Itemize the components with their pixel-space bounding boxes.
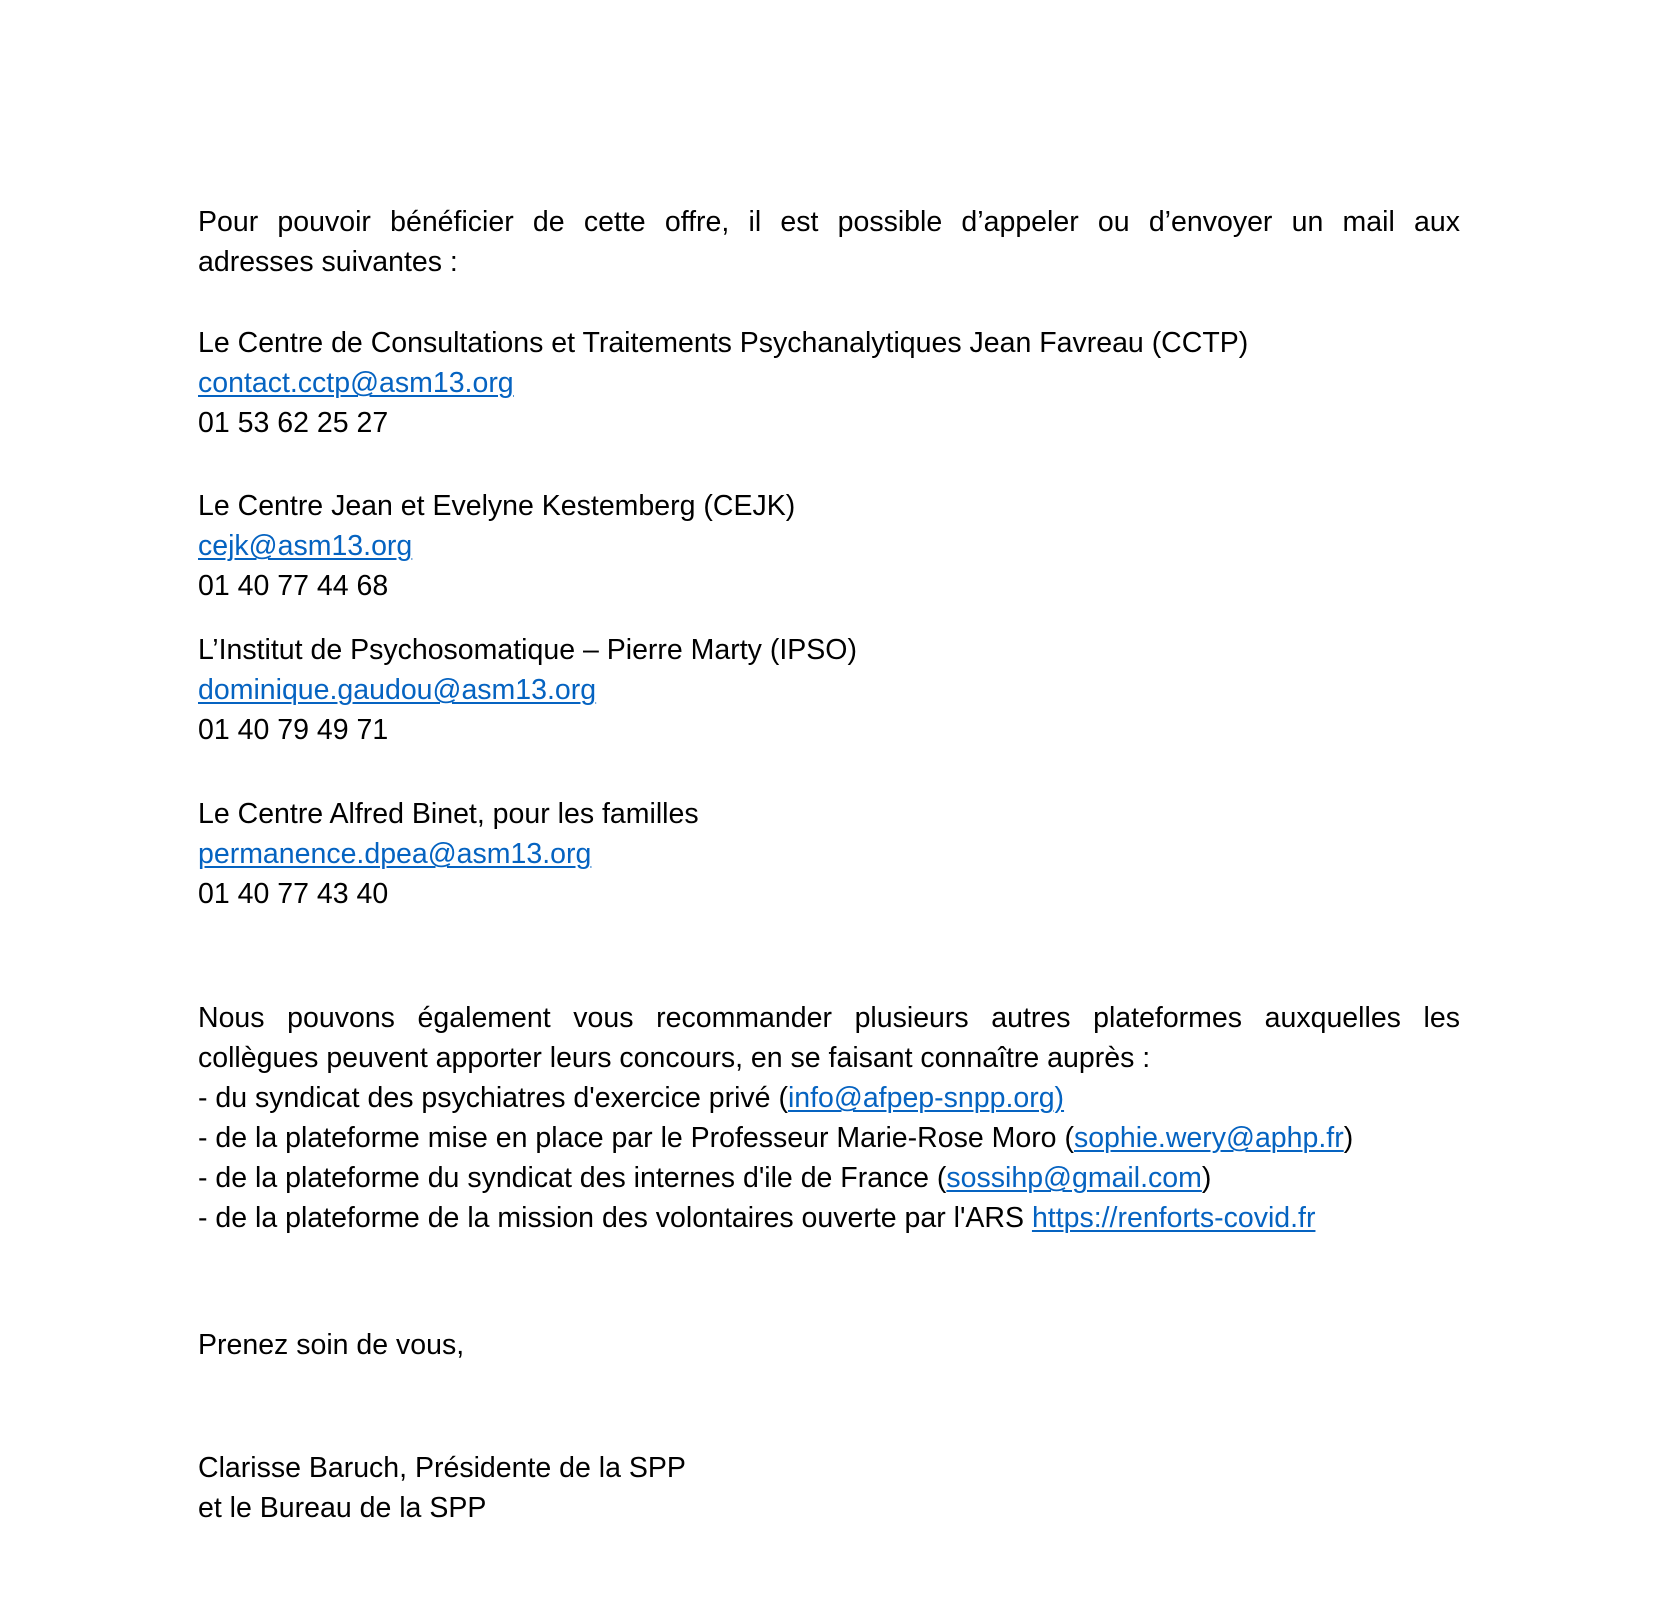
recommend-item-link-internes[interactable]: sossihp@gmail.com xyxy=(946,1162,1202,1194)
center-email-link-ipso[interactable]: dominique.gaudou@asm13.org xyxy=(198,674,597,706)
center-name-cctp: Le Centre de Consultations et Traitements Psychanalytiques Jean Favreau (CCTP) xyxy=(198,327,1249,359)
center-name-cejk: Le Centre Jean et Evelyne Kestemberg (CEJK) xyxy=(198,490,796,522)
recommend-item xyxy=(198,1118,1353,1158)
recommend-item-link-afpep[interactable]: info@afpep-snpp.org) xyxy=(787,1082,1065,1114)
recommend-item-text: - de la plateforme du syndicat des internes d'ile de France ( xyxy=(198,1162,947,1194)
recommend-item-link-moro[interactable]: sophie.wery@aphp.fr xyxy=(1073,1122,1344,1154)
recommend-line-1: Nous pouvons également vous recommander plusieurs autres plateformes auxquelles les xyxy=(198,1002,1460,1034)
center-email-link-cejk[interactable]: cejk@asm13.org xyxy=(198,530,413,562)
center-name-ipso: L’Institut de Psychosomatique – Pierre Marty (IPSO) xyxy=(198,634,857,666)
closing-text: Prenez soin de vous, xyxy=(198,1329,465,1361)
recommend-item xyxy=(198,1198,1315,1238)
recommend-item-link-ars[interactable]: https://renforts-covid.fr xyxy=(1031,1202,1316,1234)
recommend-item-text: - de la plateforme mise en place par le Professeur Marie-Rose Moro ( xyxy=(198,1122,1074,1154)
center-phone-cctp: 01 53 62 25 27 xyxy=(198,407,389,439)
intro-line-2: adresses suivantes : xyxy=(198,246,458,278)
center-email-line xyxy=(198,670,596,710)
center-email-line xyxy=(198,526,412,566)
recommend-item xyxy=(198,1158,1211,1198)
signature-line-2: et le Bureau de la SPP xyxy=(198,1492,487,1524)
center-phone-ipso: 01 40 79 49 71 xyxy=(198,714,389,746)
center-email-link-binet[interactable]: permanence.dpea@asm13.org xyxy=(198,838,592,870)
center-email-line xyxy=(198,834,591,874)
center-email-line xyxy=(198,363,514,403)
center-name-binet: Le Centre Alfred Binet, pour les familles xyxy=(198,798,699,830)
recommend-line-2: collègues peuvent apporter leurs concours, en se faisant connaître auprès : xyxy=(198,1042,1151,1074)
recommend-item-text: - de la plateforme de la mission des volontaires ouverte par l'ARS xyxy=(198,1202,1032,1234)
recommend-item xyxy=(198,1078,1064,1118)
center-email-link-cctp[interactable]: contact.cctp@asm13.org xyxy=(198,367,514,399)
intro-line-1: Pour pouvoir bénéficier de cette offre, il est possible d’appeler ou d’envoyer un mail aux xyxy=(198,206,1460,238)
center-phone-binet: 01 40 77 43 40 xyxy=(198,878,389,910)
recommend-item-text: - du syndicat des psychiatres d'exercice privé ( xyxy=(198,1082,788,1114)
center-phone-cejk: 01 40 77 44 68 xyxy=(198,570,389,602)
signature-line-1: Clarisse Baruch, Présidente de la SPP xyxy=(198,1452,686,1484)
recommend-item-suffix: ) xyxy=(1343,1122,1354,1154)
recommend-item-suffix: ) xyxy=(1201,1162,1212,1194)
